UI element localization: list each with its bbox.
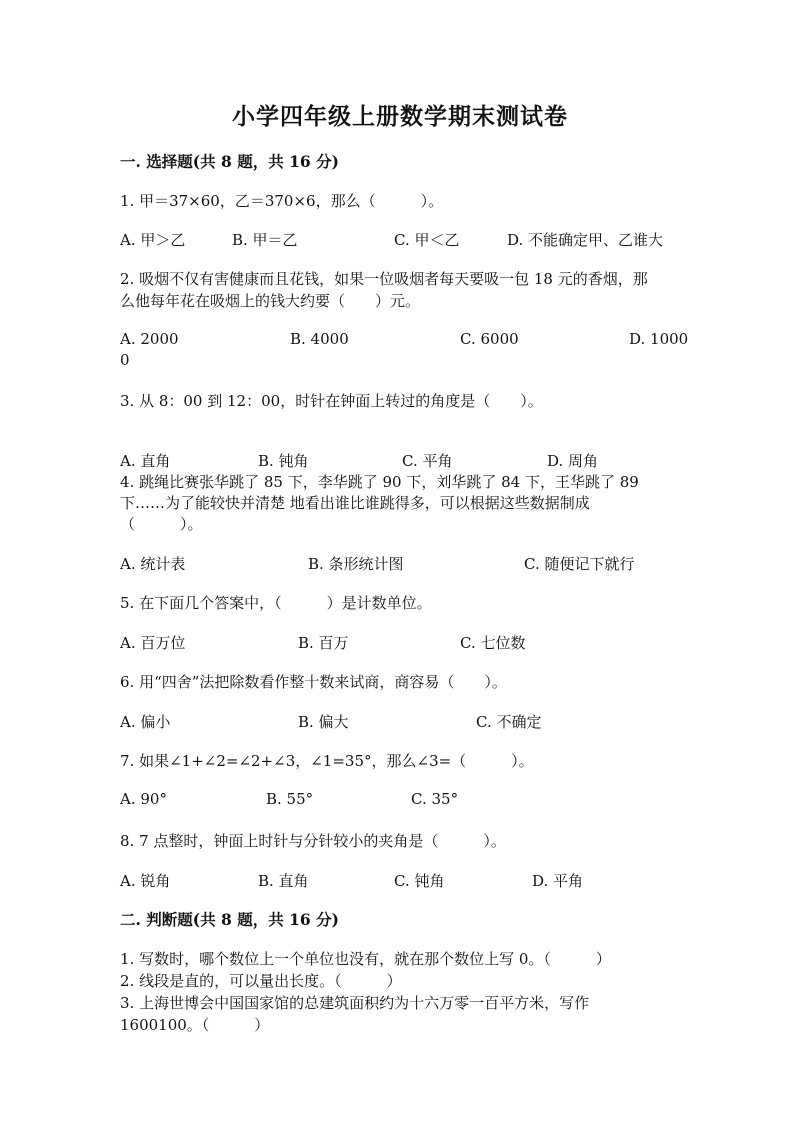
- option-c: C. 七位数: [460, 634, 526, 652]
- option-c: C. 不确定: [476, 713, 542, 731]
- option-c: C. 甲＜乙: [394, 231, 460, 249]
- option-c: C. 随便记下就行: [524, 555, 635, 573]
- question-text: 4. 跳绳比赛张华跳了 85 下，李华跳了 90 下，刘华跳了 84 下，王华跳了 89: [120, 473, 639, 491]
- question-text: 6. 用“四舍”法把除数看作整十数来试商，商容易（ ）。: [120, 673, 507, 691]
- section-heading-choice: 一. 选择题(共 8 题，共 16 分): [120, 152, 339, 171]
- option-a: A. 百万位: [120, 634, 186, 652]
- option-b: B. 55°: [266, 790, 314, 808]
- page-title: 小学四年级上册数学期末测试卷: [232, 103, 568, 130]
- option-a: A. 锐角: [120, 872, 171, 890]
- question-text: 7. 如果∠1+∠2=∠2+∠3，∠1=35°，那么∠3=（ ）。: [120, 752, 534, 770]
- option-d: D. 周角: [547, 452, 599, 470]
- question-text: 5. 在下面几个答案中，（ ）是计数单位。: [120, 594, 432, 612]
- question-text: 2. 吸烟不仅有害健康而且花钱，如果一位吸烟者每天要吸一包 18 元的香烟，那: [120, 270, 648, 288]
- option-b: B. 百万: [298, 634, 349, 652]
- option-c: C. 钝角: [394, 872, 445, 890]
- option-b: B. 钝角: [258, 452, 309, 470]
- option-a: A. 甲＞乙: [120, 231, 186, 249]
- question-text: 1600100。（ ）: [120, 1016, 270, 1034]
- section-heading-judgement: 二. 判断题(共 8 题，共 16 分): [120, 910, 339, 929]
- question-text: 8. 7 点整时，钟面上时针与分针较小的夹角是（ ）。: [120, 832, 506, 850]
- question-text: 1. 写数时，哪个数位上一个单位也没有，就在那个数位上写 0。（ ）: [120, 950, 611, 968]
- option-c: C. 35°: [411, 790, 459, 808]
- option-c: C. 6000: [460, 330, 519, 348]
- question-text: 下……为了能较快并清楚 地看出谁比谁跳得多，可以根据这些数据制成: [120, 494, 590, 512]
- option-b: B. 条形统计图: [308, 555, 404, 573]
- option-c: C. 平角: [402, 452, 453, 470]
- option-b: B. 直角: [258, 872, 309, 890]
- option-d: D. 1000: [629, 330, 689, 348]
- option-a: A. 90°: [120, 790, 167, 808]
- option-b: B. 4000: [290, 330, 349, 348]
- question-text: 3. 上海世博会中国国家馆的总建筑面积约为十六万零一百平方米，写作: [120, 994, 590, 1012]
- question-text: 1. 甲＝37×60，乙＝370×6，那么（ ）。: [120, 192, 444, 210]
- question-text: 2. 线段是直的，可以量出长度。（ ）: [120, 972, 402, 990]
- option-a: A. 2000: [120, 330, 179, 348]
- option-d: D. 不能确定甲、乙谁大: [507, 231, 664, 249]
- question-text: 3. 从 8：00 到 12：00，时针在钟面上转过的角度是（ ）。: [120, 392, 543, 410]
- option-b: B. 甲＝乙: [232, 231, 298, 249]
- option-a: A. 直角: [120, 452, 171, 470]
- option-d-wrap: 0: [120, 351, 130, 369]
- option-b: B. 偏大: [298, 713, 349, 731]
- question-text: （ ）。: [120, 515, 203, 533]
- option-a: A. 统计表: [120, 555, 186, 573]
- option-d: D. 平角: [532, 872, 584, 890]
- option-a: A. 偏小: [120, 713, 171, 731]
- question-text: 么他每年花在吸烟上的钱大约要（ ）元。: [120, 292, 421, 310]
